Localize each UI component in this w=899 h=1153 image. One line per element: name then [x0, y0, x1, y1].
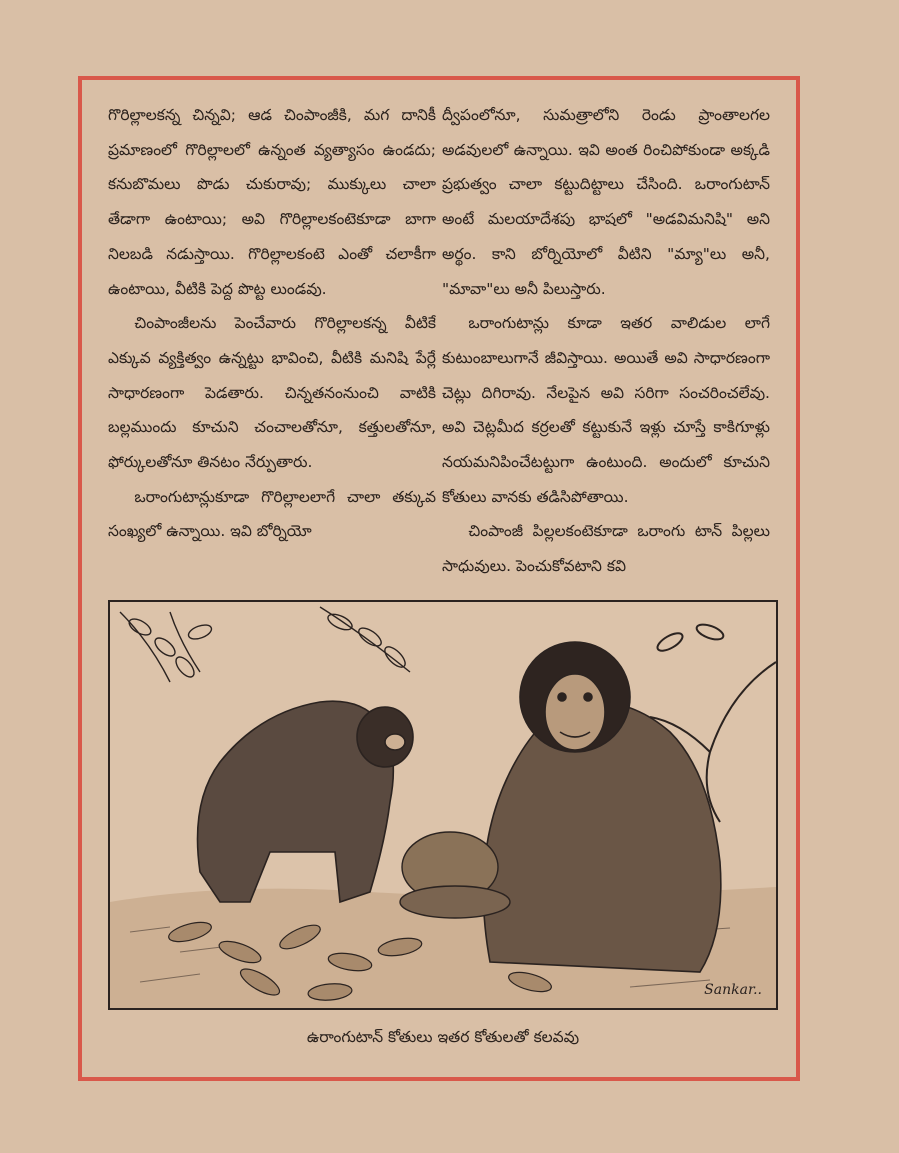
paragraph: గొరిల్లాలకన్న చిన్నవి; ఆడ చింపాంజీకి, మగ దానికీ ప్రమాణంలో గొరిల్లాలలో ఉన్నంత వ్యత్యాసం ఉండదు; కనుబొమలు పొడు చుకురావు; ముక్కులు చాలా తేడాగా ఉంటాయి; అవి గొరిల్లాలకంటెకూడా బాగా నిలబడి నడుస్తాయి. గొరిల్లాలకంటె ఎంతో చలాకీగా ఉంటాయి, వీటికి పెద్ద పొట్ట లుండవు. — [108, 106, 436, 298]
left-text-column — [108, 98, 436, 549]
paragraph: చింపాంజీలను పెంచేవారు గొరిల్లాలకన్న వీటికే ఎక్కువ వ్యక్తిత్వం ఉన్నట్టు భావించి, వీటికి మనిషి పేర్లే సాధారణంగా పెడతారు. చిన్నతనంనుంచి వాటికి బల్లముందు కూచుని చంచాలతోనూ, కత్తులతోనూ, ఫోర్కులతోనూ తినటం నేర్పుతారు. — [108, 314, 436, 472]
orangutan-figure — [483, 642, 720, 972]
paragraph: ద్వీపంలోనూ, సుమత్రాలోని రెండు ప్రాంతాలగల అడవులలో ఉన్నాయి. ఇవి అంత రించిపోకుండా అక్కడి ప్రభుత్వం చాలా కట్టుదిట్టాలు చేసింది. ఒరాంగుటాన్ అంటే మలయాదేశపు భాషలో "అడవిమనిషి" అని అర్థం. కాని బోర్నియోలో వీటిని "మ్యా"లు అనీ, "మావా"లు అనీ పిలుస్తారు. — [442, 106, 770, 298]
paragraph: ఒరాంగుటాన్లుకూడా గొరిల్లాలలాగే చాలా తక్కువ సంఖ్యలో ఉన్నాయి. ఇవి బోర్నియో — [108, 487, 436, 541]
artist-signature: Sankar.. — [704, 982, 762, 998]
chimpanzee-figure — [198, 701, 414, 902]
right-text-column — [442, 98, 770, 584]
ape-drawing — [110, 602, 776, 1008]
paragraph: చింపాంజీ పిల్లలకంటెకూడా ఒరాంగు టాన్ పిల్లలు సాధువులు. పెంచుకోవటాని కవి — [442, 522, 770, 576]
ape-illustration — [108, 600, 778, 1010]
leaves-top-center — [320, 607, 410, 672]
illustration-caption: ఉరాంగుటాన్ కోతులు ఇతర కోతులతో కలవవు — [306, 1028, 580, 1046]
paragraph: ఒరాంగుటాన్లు కూడా ఇతర వాలిడుల లాగే కుటుంబాలుగానే జీవిస్తాయి. అయితే అవి సాధారణంగా చెట్లు దిగిరావు. నేలపైన అవి సరిగా సంచరించలేవు. అవి చెట్లమీద కర్రలతో కట్టుకునే ఇళ్లు చూస్తే కాకిగూళ్లు నయమనిపించేటట్టుగా ఉంటుంది. అందులో కూచుని కోతులు వానకు తడిసిపోతాయి. — [442, 314, 770, 506]
leaves-top-left — [120, 612, 213, 682]
